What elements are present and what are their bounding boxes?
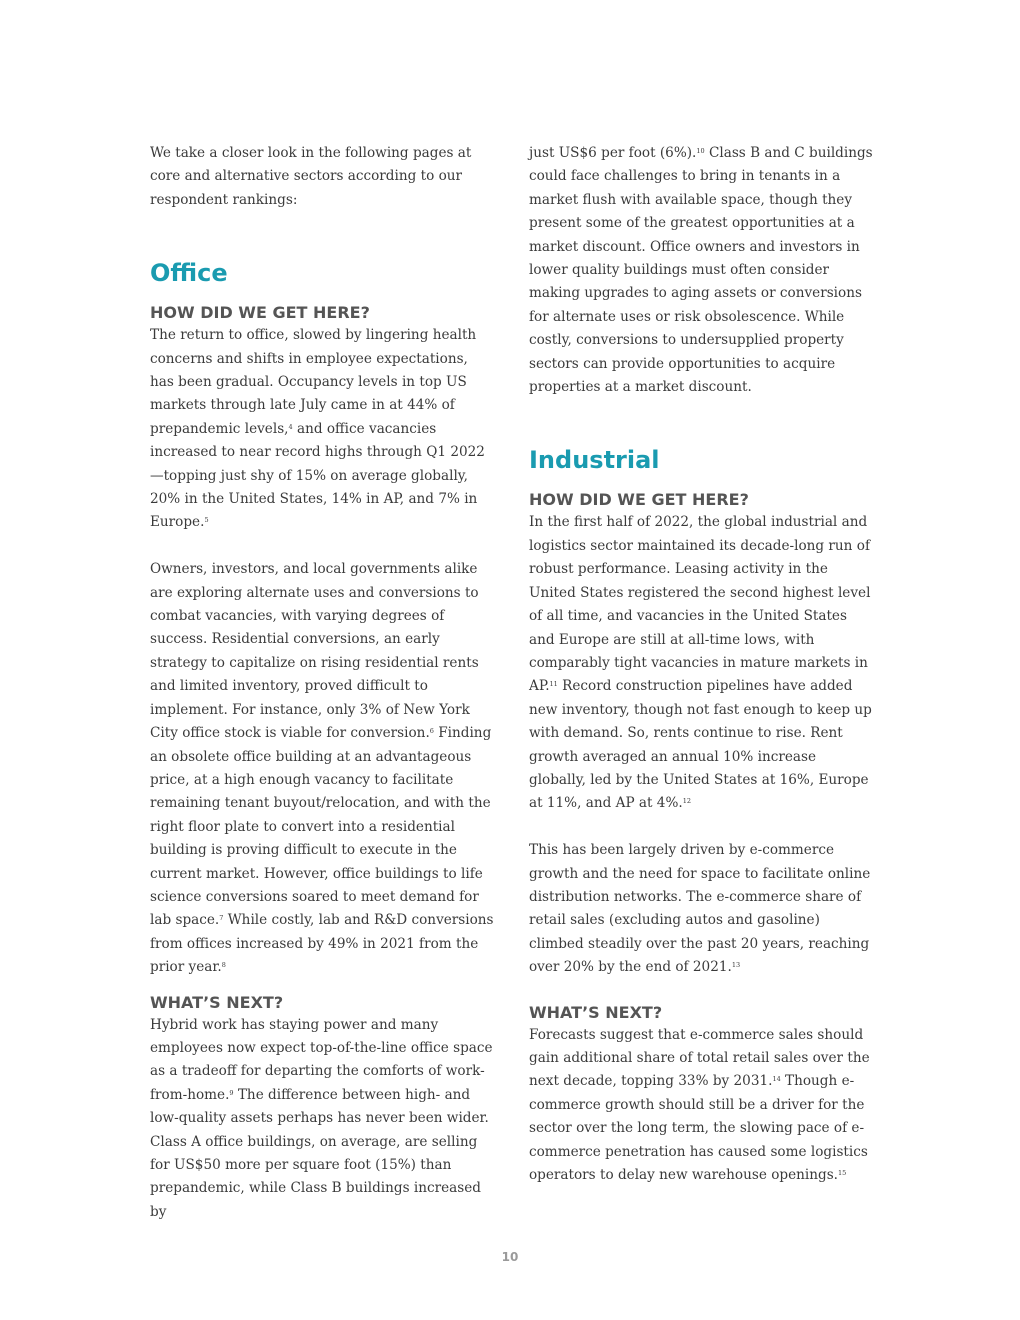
office-continued-paragraph (529, 142, 873, 399)
industrial-paragraph-1 (529, 511, 873, 815)
industrial-how-heading: HOW DID WE GET HERE? (529, 490, 749, 510)
office-p3-text-b: The difference between high- and low-quality assets perhaps has never been wider. Class A office buildings, on average, are selling for US$50 more per square foot (15%) than prepandemic, while Class B buildings increased by (150, 1086, 489, 1220)
office-p1-text-b: and office vacancies increased to near record highs through Q1 2022—topping just shy of 15% on average globally, 20% in the United States, 14% in AP, and 7% in Europe. (150, 420, 485, 531)
office-cont-text-b: Class B and C buildings could face challenges to bring in tenants in a market flush with available space, though they present some of the greatest opportunities at a market discount. Office owners and investors in lower quality buildings must often consider making upgrades to aging assets or conversions for alternate uses or risk obsolescence. While costly, conversions to undersupplied property sectors can provide opportunities to acquire properties at a market discount. (529, 145, 873, 396)
office-section-title: Office (150, 259, 228, 288)
industrial-next-heading: WHAT’S NEXT? (529, 1002, 663, 1022)
footnote-ref: 14 (772, 1075, 781, 1084)
footnote-ref: 11 (549, 680, 558, 689)
industrial-paragraph-3 (529, 1024, 873, 1188)
office-how-heading: HOW DID WE GET HERE? (150, 303, 370, 323)
footnote-ref: 15 (838, 1169, 847, 1178)
office-cont-text-a: just US$6 per foot (6%). (529, 145, 697, 161)
page-number: 10 (501, 1250, 519, 1264)
footnote-ref: 6 (429, 727, 434, 736)
footnote-ref: 10 (696, 147, 705, 155)
left-column (150, 142, 494, 1224)
office-p2-text-c: While costly, lab and R&D conversions from offices increased by 49% in 2021 from the prior year. (150, 912, 494, 976)
office-paragraph-2 (150, 558, 494, 979)
industrial-section-title: Industrial (529, 446, 660, 475)
industrial-paragraph-2 (529, 839, 873, 979)
office-paragraph-3 (150, 1014, 494, 1225)
office-p1-text-a: The return to office, slowed by lingering health concerns and shifts in employee expectations, has been gradual. Occupancy levels in top US markets through late July came in at 44% of prepandemic levels, (150, 327, 477, 437)
industrial-p3-text-a: Forecasts suggest that e-commerce sales should gain additional share of total retail sales over the next decade, topping 33% by 2031. (529, 1026, 870, 1090)
industrial-p2-text-a: This has been largely driven by e-commerce growth and the need for space to facilitate online distribution networks. The e-commerce share of retail sales (excluding autos and gasoline) climbed steadily over the past 20 years, reaching over 20% by the end of 2021. (529, 842, 871, 976)
office-next-heading: WHAT’S NEXT? (150, 992, 284, 1012)
right-column (529, 142, 873, 1187)
industrial-p1-text-a: In the first half of 2022, the global industrial and logistics sector maintained its decade-long run of robust performance. Leasing activity in the United States registered the second highest level of all time, and vacancies in the United States and Europe are still at all-time lows, with comparably tight vacancies in mature markets in AP. (529, 514, 871, 695)
footnote-ref: 8 (221, 961, 226, 970)
footnote-ref: 7 (219, 914, 224, 923)
industrial-p1-text-b: Record construction pipelines have added new inventory, though not fast enough to keep up with demand. So, rents continue to rise. Rent growth averaged an annual 10% increase globally, led by the United States at 16%, Europe at 11%, and AP at 4%. (529, 678, 872, 812)
office-p3-text-a: Hybrid work has staying power and many employees now expect top-of-the-line office space as a tradeoff for departing the comforts of work-from-home. (150, 1016, 493, 1103)
footnote-ref: 12 (682, 797, 691, 806)
intro-paragraph: We take a closer look in the following pages at core and alternative sectors according to our respondent rankings: (150, 145, 472, 208)
footnote-ref: 13 (731, 961, 741, 970)
footnote-ref: 5 (204, 516, 209, 525)
office-p2-text-b: Finding an obsolete office building at an advantageous price, at a high enough vacancy to facilitate remaining tenant buyout/relocation, and with the right floor plate to convert into a residential building is proving difficult to execute in the current market. However, office buildings to life science conversions soared to meet demand for lab space. (150, 725, 492, 929)
office-paragraph-1 (150, 324, 494, 535)
industrial-p3-text-b: Though e-commerce growth should still be a driver for the sector over the long term, the slowing pace of e-commerce penetration has caused some logistics operators to delay new warehouse openings. (529, 1073, 868, 1184)
footnote-ref: 4 (288, 422, 293, 431)
office-p2-text-a: Owners, investors, and local governments alike are exploring alternate uses and conversions to combat vacancies, with varying degrees of success. Residential conversions, an early strategy to capitalize on rising residential rents and limited inventory, proved difficult to implement. For instance, only 3% of New York City office stock is viable for conversion. (150, 561, 479, 742)
footnote-ref: 9 (229, 1088, 234, 1097)
